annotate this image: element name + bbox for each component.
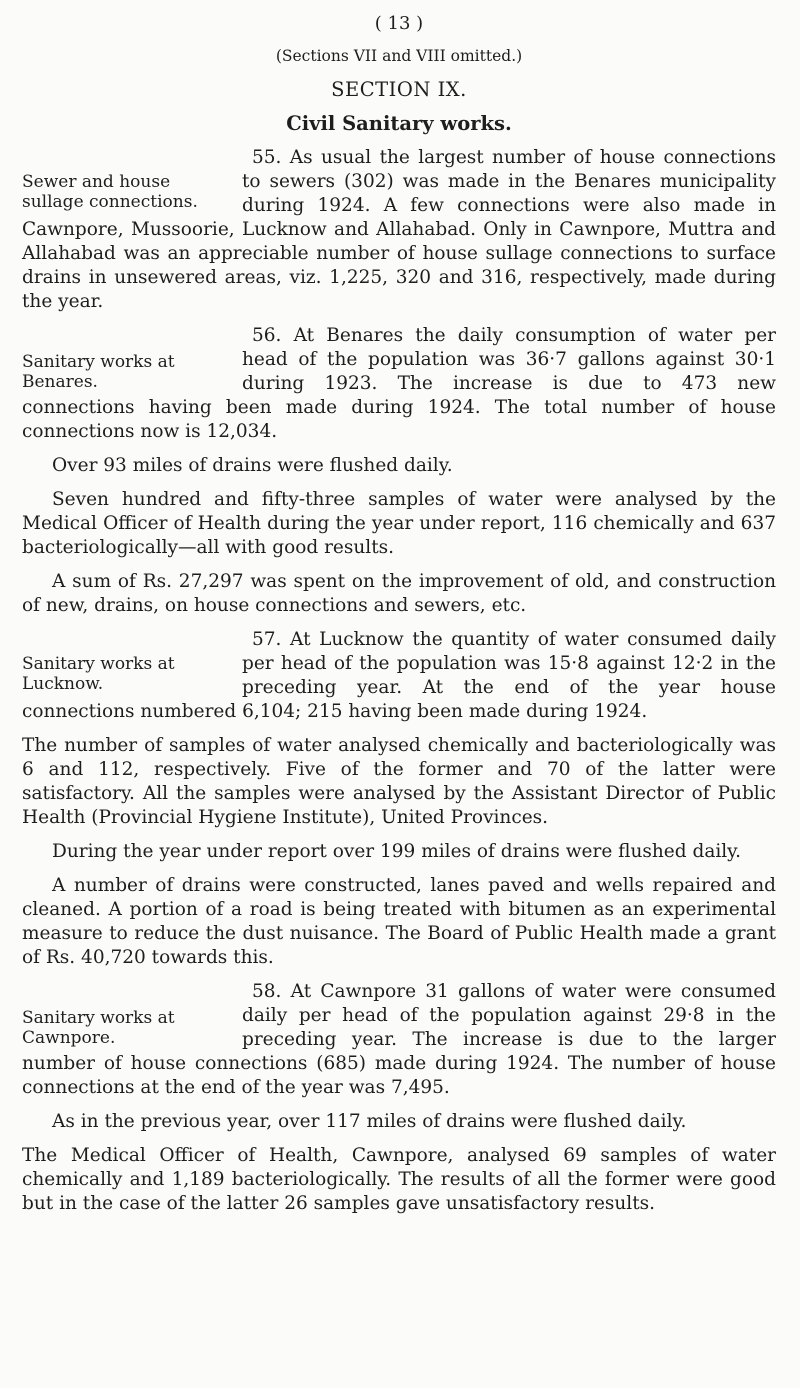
- paragraph-55-number: 55.: [252, 147, 282, 168]
- margin-note-56: Sanitary works at Benares.: [22, 352, 175, 392]
- paragraph-58-number: 58.: [252, 981, 282, 1002]
- paragraph-55-text: As usual the largest number of house connections to sewers (302) was made in the Benares municipality during 1924. A few connections were also made in Cawnpore, Mussoorie, Lucknow and Allahabad. Only in Cawnpore, Muttra and Allahabad was an appreciable number of house sullage connections to surface drains in unsewered areas, viz. 1,225, 320 and 316, respectively, made during the year.: [22, 147, 776, 312]
- paragraph-56-number: 56.: [252, 325, 282, 346]
- omitted-sections-note: (Sections VII and VIII omitted.): [275, 47, 523, 65]
- page-number: ( 13 ): [374, 13, 424, 34]
- paragraph-56-text: At Benares the daily consumption of water per head of the population was 36·7 gallons against 30·1 during 1923. The increase is due to 473 new connections having been made during 1924. The total number of house connections now is 12,034.: [22, 325, 776, 442]
- paragraph-57-samples: The number of samples of water analysed chemically and bacteriologically was 6 and 112, respectively. Five of the former and 70 of the latter were satisfactory. All the samples were analysed by the Assistant Director of Public Health (Provincial Hygiene Institute), United Provinces.: [22, 735, 776, 828]
- paragraph-57-number: 57.: [252, 629, 282, 650]
- paragraph-56-samples: Seven hundred and fifty-three samples of water were analysed by the Medical Officer of Health during the year under report, 116 chemically and 637 bacteriologically—all with good results.: [22, 489, 776, 558]
- section-title: SECTION IX.: [331, 78, 467, 101]
- margin-note-57: Sanitary works at Lucknow.: [22, 654, 175, 694]
- paragraph-58-drains: As in the previous year, over 117 miles of drains were flushed daily.: [52, 1111, 687, 1132]
- paragraph-58-text: At Cawnpore 31 gallons of water were consumed daily per head of the population against 29·8 in the preceding year. The increase is due to the larger number of house connections (685) made during 1924. The number of house connections at the end of the year was 7,495.: [22, 981, 776, 1098]
- paragraph-58-samples: The Medical Officer of Health, Cawnpore, analysed 69 samples of water chemically and 1,189 bacteriologically. The results of all the former were good but in the case of the latter 26 samples gave unsatisfactory results.: [22, 1145, 776, 1214]
- document-page: [22, 8, 776, 1216]
- margin-note-58: Sanitary works at Cawnpore.: [22, 1008, 175, 1048]
- paragraph-55: [22, 146, 776, 314]
- margin-note-55: Sewer and house sullage connections.: [22, 172, 198, 212]
- paragraph-58: [22, 980, 776, 1216]
- paragraph-57-works: A number of drains were constructed, lanes paved and wells repaired and cleaned. A portion of a road is being treated with bitumen as an experimental measure to reduce the dust nuisance. The Board of Public Health made a grant of Rs. 40,720 towards this.: [22, 875, 776, 968]
- paragraph-56-drains: Over 93 miles of drains were flushed daily.: [52, 455, 453, 476]
- section-subtitle: Civil Sanitary works.: [286, 112, 512, 135]
- paragraph-57-text: At Lucknow the quantity of water consumed daily per head of the population was 15·8 against 12·2 in the preceding year. At the end of the year house connections numbered 6,104; 215 having been made during 1924.: [22, 629, 776, 722]
- paragraph-57-drains: During the year under report over 199 miles of drains were flushed daily.: [52, 841, 742, 862]
- paragraph-56-expenditure: A sum of Rs. 27,297 was spent on the improvement of old, and construction of new, drains, on house connections and sewers, etc.: [22, 571, 776, 616]
- paragraph-56: [22, 324, 776, 618]
- paragraph-57: [22, 628, 776, 970]
